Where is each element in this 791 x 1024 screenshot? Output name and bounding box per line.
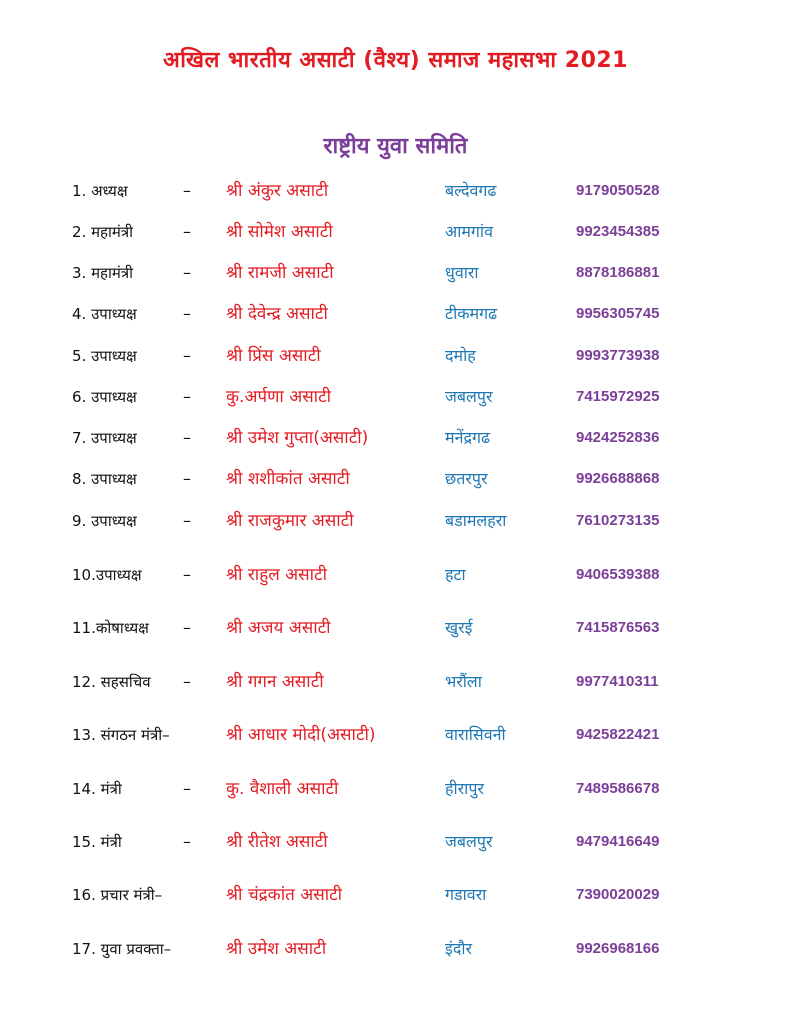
member-name: श्री उमेश असाटी <box>226 939 327 959</box>
member-row <box>0 506 791 536</box>
separator-dash: – <box>183 222 191 241</box>
member-name: श्री शशीकांत असाटी <box>226 469 350 489</box>
member-name: कु. वैशाली असाटी <box>226 779 339 799</box>
member-row <box>0 423 791 453</box>
separator-dash: – <box>183 618 191 637</box>
member-name: श्री रामजी असाटी <box>226 263 334 283</box>
member-post: 10.उपाध्यक्ष <box>72 566 142 584</box>
member-phone: 9406539388 <box>576 566 660 583</box>
member-row <box>0 613 791 643</box>
member-phone: 9479416649 <box>576 833 660 850</box>
member-phone: 7610273135 <box>576 512 660 529</box>
member-post: 1. अध्यक्ष <box>72 182 128 200</box>
member-phone: 7489586678 <box>576 780 660 797</box>
member-row <box>0 827 791 857</box>
separator-dash: – <box>183 672 191 691</box>
separator-dash: – <box>183 263 191 282</box>
member-post: 4. उपाध्यक्ष <box>72 305 137 323</box>
member-name: श्री राहुल असाटी <box>226 565 328 585</box>
member-place: दमोह <box>445 346 476 365</box>
member-post: 11.कोषाध्यक्ष <box>72 619 149 637</box>
member-phone: 9179050528 <box>576 182 660 199</box>
member-place: गडावरा <box>445 885 487 904</box>
member-row <box>0 299 791 329</box>
member-name: श्री राजकुमार असाटी <box>226 511 354 531</box>
member-post: 3. महामंत्री <box>72 264 134 282</box>
member-name: कु.अर्पणा असाटी <box>226 387 332 407</box>
member-place: जबलपुर <box>445 387 493 406</box>
member-row <box>0 464 791 494</box>
member-phone: 7415972925 <box>576 388 660 405</box>
committee-subtitle: राष्ट्रीय युवा समिति <box>323 134 468 159</box>
separator-dash: – <box>183 469 191 488</box>
member-post: 7. उपाध्यक्ष <box>72 429 137 447</box>
member-phone: 9977410311 <box>576 673 659 690</box>
member-row <box>0 774 791 804</box>
member-place: भरौंला <box>445 672 482 691</box>
separator-dash: – <box>183 181 191 200</box>
member-post: 12. सहसचिव <box>72 673 151 691</box>
member-place: इंदौर <box>445 939 473 958</box>
member-post: 6. उपाध्यक्ष <box>72 388 137 406</box>
member-place: हटा <box>445 565 466 584</box>
member-row <box>0 258 791 288</box>
separator-dash: – <box>183 387 191 406</box>
member-phone: 9993773938 <box>576 347 660 364</box>
member-place: हीरापुर <box>445 779 484 798</box>
separator-dash: – <box>183 832 191 851</box>
member-name: श्री रीतेश असाटी <box>226 832 328 852</box>
separator-dash: – <box>183 779 191 798</box>
member-place: धुवारा <box>445 263 479 282</box>
separator-dash: – <box>183 428 191 447</box>
member-row <box>0 176 791 206</box>
member-place: खुरई <box>445 618 473 637</box>
member-name: श्री आधार मोदी(असाटी) <box>226 725 376 745</box>
member-row <box>0 667 791 697</box>
member-name: श्री गगन असाटी <box>226 672 324 692</box>
member-post: 8. उपाध्यक्ष <box>72 470 137 488</box>
member-name: श्री चंद्रकांत असाटी <box>226 885 343 905</box>
member-place: बडामलहरा <box>445 511 507 530</box>
member-phone: 9926688868 <box>576 470 660 487</box>
member-place: आमगांव <box>445 222 493 241</box>
member-phone: 7415876563 <box>576 619 660 636</box>
member-row <box>0 880 791 910</box>
member-phone: 9424252836 <box>576 429 660 446</box>
member-post: 15. मंत्री <box>72 833 122 851</box>
member-place: टीकमगढ <box>445 304 498 323</box>
member-place: मनेंद्रगढ <box>445 428 490 447</box>
member-row <box>0 382 791 412</box>
member-name: श्री उमेश गुप्ता(असाटी) <box>226 428 369 448</box>
member-name: श्री अंकुर असाटी <box>226 181 329 201</box>
separator-dash: – <box>183 511 191 530</box>
member-post: 2. महामंत्री <box>72 223 134 241</box>
member-post: 17. युवा प्रवक्ता– <box>72 940 172 958</box>
member-phone: 9926968166 <box>576 940 660 957</box>
member-name: श्री प्रिंस असाटी <box>226 346 321 366</box>
member-post: 13. संगठन मंत्री– <box>72 726 170 744</box>
member-row <box>0 217 791 247</box>
member-name: श्री देवेन्द्र असाटी <box>226 304 328 324</box>
member-post: 16. प्रचार मंत्री– <box>72 886 163 904</box>
member-place: वारासिवनी <box>445 725 506 744</box>
member-name: श्री अजय असाटी <box>226 618 331 638</box>
member-place: जबलपुर <box>445 832 493 851</box>
separator-dash: – <box>183 565 191 584</box>
member-post: 9. उपाध्यक्ष <box>72 512 137 530</box>
separator-dash: – <box>183 346 191 365</box>
member-row <box>0 560 791 590</box>
member-row <box>0 341 791 371</box>
member-phone: 8878186881 <box>576 264 660 281</box>
member-place: बल्देवगढ <box>445 181 497 200</box>
member-name: श्री सोमेश असाटी <box>226 222 333 242</box>
separator-dash: – <box>183 304 191 323</box>
member-row <box>0 934 791 964</box>
member-phone: 9425822421 <box>576 726 660 743</box>
member-post: 5. उपाध्यक्ष <box>72 347 137 365</box>
document-title: अखिल भारतीय असाटी (वैश्य) समाज महासभा 2021 <box>162 48 628 73</box>
member-phone: 7390020029 <box>576 886 660 903</box>
member-row <box>0 720 791 750</box>
member-place: छतरपुर <box>445 469 488 488</box>
member-post: 14. मंत्री <box>72 780 122 798</box>
member-phone: 9923454385 <box>576 223 660 240</box>
member-phone: 9956305745 <box>576 305 660 322</box>
